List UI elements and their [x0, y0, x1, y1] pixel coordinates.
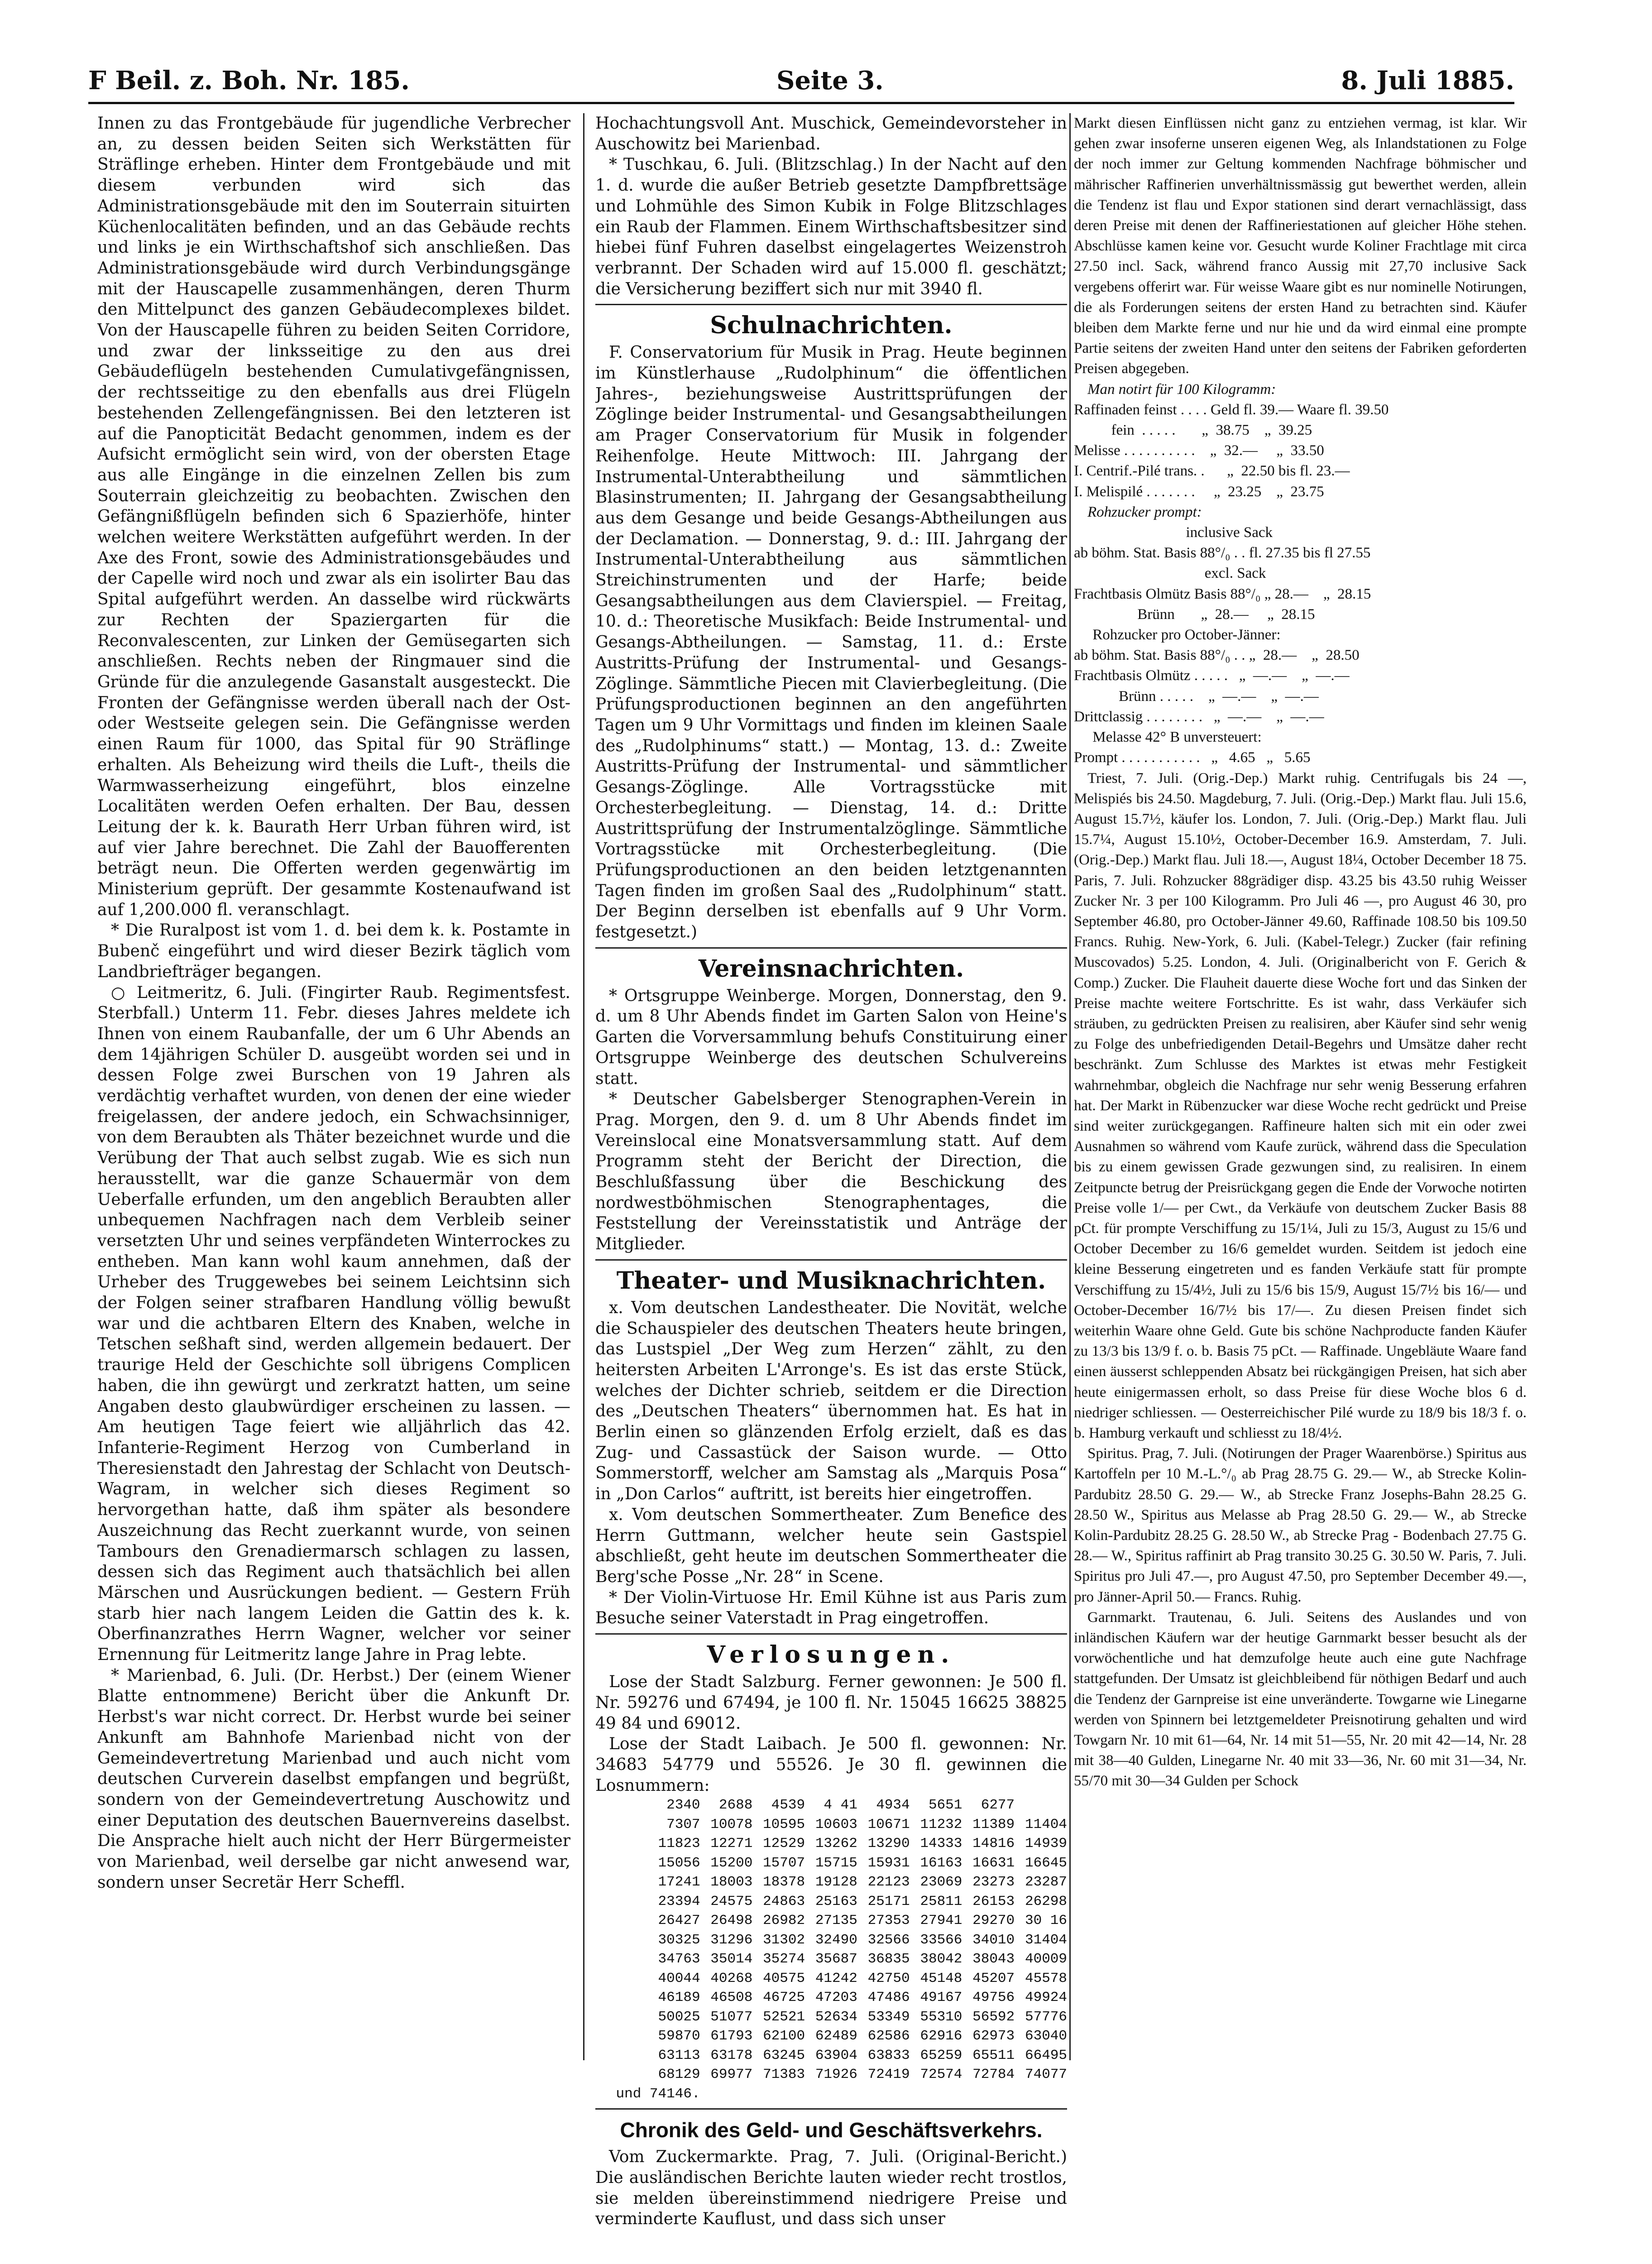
header-date: 8. Juli 1885. — [1341, 66, 1514, 96]
lottery-number: 26982 — [763, 1913, 805, 1929]
lottery-number: 36835 — [867, 1951, 910, 1967]
lottery-number: 12529 — [763, 1836, 805, 1852]
lottery-number: 10671 — [867, 1816, 910, 1832]
lottery-number — [700, 2085, 753, 2104]
article-paragraph: * Marienbad, 6. Juli. (Dr. Herbst.) Der (einem Wiener Blatte entnommene) Bericht über die Ankunft Dr. Herbst's war nicht correct. Dr. Herbst wurde bei seiner Ankunft am Bahnhofe Marienbad nicht von der Gemeindevertretung Marienbad und auch nicht vom deutschen Curverein daselbst empfangen und begrüßt, sondern von der Gemeindevertretung Auschowitz und einer Deputation des deutschen Bauernvereins daselbst. Die Ansprache hielt auch nicht der Herr Bürgermeister von Marienbad, weil derselbe gar nicht anwesend war, sondern unser Secretär Herr Scheffl. — [97, 1666, 570, 1892]
lottery-row — [595, 1854, 1067, 1873]
lottery-number: 6277 — [981, 1797, 1015, 1813]
lottery-number: 23394 — [658, 1893, 700, 1909]
column-1 — [97, 113, 570, 2264]
lottery-number: 15056 — [658, 1855, 700, 1871]
lottery-number: 52521 — [763, 2009, 805, 2025]
article-paragraph: ○ Leitmeritz, 6. Juli. (Fingirter Raub. Regimentsfest. Sterbfall.) Unterm 11. Febr. dieses Jahres meldete ich Ihnen von einem Raubanfalle, der um 6 Uhr Abends an dem 14jährigen Schüler D. ausgeübt worden sei und in dessen Folge zwei Burschen von 19 Jahren als verdächtig verhaftet wurden, von denen der eine wieder freigelassen, der andere jedoch, ein Schwachsinniger, von dem Beraubten als Thäter bezeichnet wurde und die Verübung der That auch selbst zugab. Wie es sich nun herausstellt, war die ganze Schauermär von dem Ueberfalle erfunden, um den angeblich Beraubten aller unbequemen Nachfragen nach dem Verbleib seiner versetzten Uhr und seines verpfändeten Winterrockes zu entheben. Man kann wohl kaum annehmen, daß der Urheber des Truggewebes bei seinem Leichtsinn sich der Folgen seiner strafbaren Handlung völlig bewußt war und die achtbaren Eltern des Knaben, welche in Tetschen seßhaft sind, werden allgemein bedauert. Der traurige Held der Geschichte soll übrigens Complicen haben, die ihn gewürgt und zerkratzt hatten, um seine Angaben desto glaubwürdiger erscheinen zu lassen. — Am heutigen Tage feiert wie alljährlich das 42. Infanterie-Regiment Herzog von Cumberland in Theresienstadt den Jahrestag der Schlacht von Deutsch-Wagram, in welcher sich dieses Regiment so hervorgethan hatte, daß ihm später als besondere Auszeichnung das Recht zuerkannt wurde, von seinen Tambours den Grenadiermarsch schlagen zu lassen, dessen sich das Regiment auch thatsächlich bei allen Märschen und Ausrückungen bedient. — Gestern Früh starb hier nach langem Leiden die Gattin des k. k. Oberfinanzrathes Herrn Wagner, welcher vor seiner Ernennung für Leitmeritz lange Jahre in Prag lebte. — [97, 983, 570, 1664]
lottery-number: 22123 — [867, 1874, 910, 1890]
lottery-number: 27135 — [815, 1913, 857, 1929]
article-paragraph: F. Conservatorium für Musik in Prag. Heute beginnen im Künstlerhause „Rudolphinum“ die öffentlichen Jahres-, beziehungsweise Austrittsprüfungen der Zöglinge beider Instrumental- und Gesangsabtheilungen am Prager Conservatorium für Musik in folgender Reihenfolge. Heute Mittwoch: III. Jahrgang der Instrumental-Unterabtheilung und sämmtlichen Blasinstrumenten; II. Jahrgang der Gesangsabtheilung aus dem Gesange und beide Gesangs-Abtheilungen aus der Declamation. — Donnerstag, 9. d.: III. Jahrgang der Instrumental-Unterabtheilung aus sämmtlichen Streichinstrumenten und der Harfe; beide Gesangsabtheilungen aus dem Clavierspiel. — Freitag, 10. d.: Theoretische Musikfach: Beide Instrumental- und Gesangs-Abtheilungen. — Samstag, 11. d.: Erste Austritts-Prüfung der Instrumental- und Gesangs-Zöglinge. Sämmtliche Piecen mit Clavierbegleitung. (Die Prüfungsproductionen beginnen an den angeführten Tagen um 9 Uhr Vormittags und finden im kleinen Saale des „Rudolphinums“ statt.) — Montag, 13. d.: Zweite Austritts-Prüfung der Instrumental- und sämmtlicher Gesangs-Zöglinge. Alle Vortragsstücke mit Orchesterbegleitung. — Dienstag, 14. d.: Dritte Austrittsprüfung der Instrumentalzöglinge. Sämmtliche Vortragsstücke mit Orchesterbegleitung. (Die Prüfungsproductionen an den beiden letztgenannten Tagen finden im großen Saal des „Rudolphinum“ statt. Der Beginn derselben ist ebenfalls auf 9 Uhr Vorm. festgesetzt.) — [595, 343, 1067, 942]
column-rule — [1069, 113, 1071, 2060]
lottery-number — [857, 2085, 910, 2104]
lottery-number: 52634 — [815, 2009, 857, 2025]
lottery-number: 59870 — [658, 2028, 700, 2044]
lottery-number: 40575 — [763, 1970, 805, 1986]
lottery-number: 32566 — [867, 1932, 910, 1948]
lottery-number: 62489 — [815, 2028, 857, 2044]
lottery-number-table — [595, 1796, 1067, 2104]
lottery-number: 57776 — [1025, 2009, 1067, 2025]
lottery-number: 13262 — [815, 1836, 857, 1852]
lottery-number: 15200 — [710, 1855, 753, 1871]
article-paragraph: Hochachtungsvoll Ant. Muschick, Gemeindevorsteher in Auschowitz bei Marienbad. — [595, 114, 1067, 153]
market-report-paragraph: Markt diesen Einflüssen nicht ganz zu entziehen vermag, ist klar. Wir gehen zwar insoferne unseren eigenen Weg, als Inlandstationen zu Folge der noch immer zur Geltung kommenden Nachfrage böhmischer und mährischer Raffinerien unverhältnissmässig gut bewerthet werden, allein die Tendenz ist flau und Expor stationen sind derart vernachlässigt, dass deren Preise mit denen der Raffineriestationen auf gleicher Höhe stehen. Abschlüsse kamen keine vor. Gesucht wurde Koliner Frachtlage mit circa 27.50 incl. Sack, während franco Aussig mit 27,70 inclusive Sack vergebens offerirt war. Für weisse Waare gibt es nur nominelle Notirungen, die als Forderungen seitens der ersten Hand zu betrachten sind. Käufer bleiben dem Markte ferne und nur hie und da wird einmal eine prompte Partie seitens der zweiten Hand unter den seitens der Fabriken geforderten Preisen abgegeben. — [1074, 115, 1527, 377]
article-paragraph: * Ortsgruppe Weinberge. Morgen, Donnerstag, den 9. d. um 8 Uhr Abends findet im Garten Salon von Heine's Garten die Vorversammlung behufs Constituirung einer Ortsgruppe Weinberge des deutschen Schulvereins statt. — [595, 986, 1067, 1088]
column-rule — [583, 113, 584, 2060]
lottery-number: 15707 — [763, 1855, 805, 1871]
market-report-paragraph: Garnmarkt. Trautenau, 6. Juli. Seitens des Auslandes und von inländischen Käufern war der heutige Garnmarkt besser besucht als der vorwöchentliche und hat demzufolge heute auch eine gute Nachfrage stattgefunden. Der Umsatz ist gleichbleibend für nöthigen Bedarf und auch die Tendenz der Garnpreise ist eine unveränderte. Towgarne wie Linegarne werden von Spinnern bei letztgemeldeter Preisnotirung gehalten und wird Towgarn Nr. 10 mit 61—64, Nr. 14 mit 51—55, Nr. 20 mit 42—14, Nr. 28 mit 38—40 Gulden, Linegarne Nr. 40 mit 33—36, Nr. 60 mit 31—34, Nr. 55/70 mit 30—34 Gulden per Schock — [1074, 1609, 1527, 1789]
lottery-number: 25171 — [867, 1893, 910, 1909]
lottery-number: 24863 — [763, 1893, 805, 1909]
article-paragraph: * Tuschkau, 6. Juli. (Blitzschlag.) In der Nacht auf den 1. d. wurde die außer Betrieb gesetzte Dampfbrettsäge und Lohmühle des Simon Kubik in Folge Blitzschlages ein Raub der Flammen. Einem Wirthschaftsbesitzer sind hiebei fünf Fuhren daselbst eingelagertes Weizenstroh verbrannt. Der Schaden wird auf 15.000 fl. geschätzt; die Versicherung beziffert sich nur mit 3940 fl. — [595, 155, 1067, 298]
lottery-number: 24575 — [710, 1893, 753, 1909]
lottery-row — [595, 1931, 1067, 1950]
lottery-number: 35687 — [815, 1951, 857, 1967]
lottery-number — [1015, 2085, 1067, 2104]
lottery-row — [595, 2046, 1067, 2066]
lottery-number: 62973 — [972, 2028, 1015, 2044]
lottery-number: 13290 — [867, 1836, 910, 1852]
page-header — [88, 66, 1514, 104]
lottery-number: 27353 — [867, 1913, 910, 1929]
lottery-number: 26498 — [710, 1913, 753, 1929]
lottery-number: 65259 — [920, 2047, 962, 2063]
lottery-number: 46725 — [763, 1990, 805, 2006]
price-table-caption: Man notirt für 100 Kilogramm: — [1087, 381, 1276, 398]
lottery-number: 66495 — [1025, 2047, 1067, 2063]
lottery-number: 30 16 — [1025, 1913, 1067, 1929]
lottery-row — [595, 1815, 1067, 1835]
lottery-number — [752, 2085, 805, 2104]
lottery-number: 63833 — [867, 2047, 910, 2063]
lottery-number: 68129 — [658, 2067, 700, 2083]
lottery-number: 32490 — [815, 1932, 857, 1948]
lottery-row — [595, 1969, 1067, 1989]
article-paragraph: x. Vom deutschen Sommertheater. Zum Benefice des Herrn Guttmann, welcher heute sein Gastspiel abschließt, geht heute im deutschen Sommertheater die Berg'sche Posse „Nr. 28“ in Scene. — [595, 1505, 1067, 1586]
lottery-number: 63040 — [1025, 2028, 1067, 2044]
lottery-number: 62100 — [763, 2028, 805, 2044]
lottery-number: 46508 — [710, 1990, 753, 2006]
lottery-number: 18378 — [763, 1874, 805, 1890]
section-divider — [595, 1259, 1067, 1261]
lottery-number: 46189 — [658, 1990, 700, 2006]
section-divider — [595, 2108, 1067, 2110]
section-heading-schul: Schulnachrichten. — [710, 312, 953, 340]
lottery-number: 71383 — [763, 2067, 805, 2083]
lottery-row — [595, 2065, 1067, 2085]
lottery-number: 10603 — [815, 1816, 857, 1832]
lottery-number: 74077 — [1025, 2067, 1067, 2083]
article-paragraph: * Der Violin-Virtuose Hr. Emil Kühne ist aus Paris zum Besuche seiner Vaterstadt in Prag eingetroffen. — [595, 1588, 1067, 1628]
lottery-number: 26298 — [1025, 1893, 1067, 1909]
market-report-paragraph: Triest, 7. Juli. (Orig.-Dep.) Markt ruhig. Centrifugals bis 24 —, Melispiés bis 24.50. Magdeburg, 7. Juli. (Orig.-Dep.) Markt flau. Juli 15.6, August 15.7½, käufer los. London, 7. Juli. (Orig.-Dep.) Markt flau. Juli 15.7¼, August 15.10½, October-December 16.9. Amsterdam, 7. Juli. (Orig.-Dep.) Markt flau. Juli 18.—, August 18¼, October December 18 75. Paris, 7. Juli. Rohzucker 88grädiger disp. 43.25 bis 43.50 ruhig Weisser Zucker Nr. 3 per 100 Kilogramm. Pro Juli 46 —, pro August 46 30, pro September 46.80, pro October-Jänner 49.60, Raffinade 108.50 bis 109.50 Francs. Ruhig. New-York, 6. Juli. (Kabel-Telegr.) Zucker (fair refining Muscovados) 5.25. London, 4. Juli. (Originalbericht von F. Gerich & Comp.) Zucker. Die Flauheit dauerte diese Woche fort und das Sinken der Preise machte weitere Fortschritte. Es ist wahr, dass Verkäufer sich sträuben, zu gedrückten Preisen zu realisiren, aber Käufer sind sehr wenig zu Folge des unbefriedigenden Detail-Begehrs und Umsätze daher recht beschränkt. Zum Schlusse des Marktes ist etwas mehr Festigkeit wahrnehmbar, obgleich die Nachfrage nur sehr wenig Besserung erfahren hat. Der Markt in Rübenzucker war diese Woche recht gedrückt und Preise sind weiter zurückgegangen. Raffineure halten sich mit ein oder zwei Ausnahmen so während vom Kaufe zurück, während dass die Speculation bis zu einem gewissen Grade gezwungen sind, zu realisiren. In einem Zeitpuncte betrug der Preisrückgang gegen die Ende der Vorwoche notirten Preise volle 1/— per Cwt., da Verkäufe von deutschem Zucker Basis 88 pCt. für prompte Verschiffung zu 15/1¼, Juli zu 15/3, August zu 15/6 und October December zu 16/6 gemeldet wurden. Seitdem ist jedoch eine kleine Besserung eingetreten und es fanden Verkäufe statt für prompte Verschiffung zu 15/4½, Juli zu 15/6 bis 15/9, August 15/7½ bis 16/— und October-December 16/7½ bis 17/—. Zu diesen Preisen findet sich weiterhin Waare ohne Geld. Gute bis schöne Nachproducte fanden Käufer zu 13/3 bis 13/9 f. o. b. Basis 75 pCt. — Raffinade. Ungebläute Waare fand einen äusserst schleppenden Absatz bei rückgängigen Preisen, hat sich aber heute einigermassen erholt, so dass Preise für diese Woche blos 6 d. niedriger schliessen. — Oesterreichischer Pilé wurde zu 18/9 bis 18/3 f. o. b. Hamburg verkauft und schliesst zu 18/4½. — [1074, 770, 1527, 1441]
lottery-number: 10595 — [763, 1816, 805, 1832]
lottery-number: 18003 — [710, 1874, 753, 1890]
lottery-number: 7307 — [666, 1816, 700, 1832]
lottery-number: 11389 — [972, 1816, 1015, 1832]
lottery-number: 11404 — [1025, 1816, 1067, 1832]
lottery-number: 2340 — [666, 1797, 700, 1813]
section-divider — [595, 947, 1067, 949]
lottery-number: 62586 — [867, 2028, 910, 2044]
lottery-number: 72784 — [972, 2067, 1015, 2083]
lottery-number: 45207 — [972, 1970, 1015, 1986]
lottery-number: 19128 — [815, 1874, 857, 1890]
lottery-number: 16163 — [920, 1855, 962, 1871]
lottery-number: 49924 — [1025, 1990, 1067, 2006]
market-report-paragraph: Spiritus. Prag, 7. Juli. (Notirungen der Prager Waarenbörse.) Spiritus aus Kartoffeln per 10 M.-L.°/₀ ab Prag 28.75 G. 29.— W., ab Strecke Kolin-Pardubitz 28.50 G. 29.— W., ab Strecke Franz Josephs-Bahn 28.25 G. 28.50 W., Spiritus aus Melasse ab Prag 28.50 G. 29.— W., ab Strecke Kolin-Pardubitz 28.25 G. 28.50 W., ab Strecke Prag - Bodenbach 27.75 G. 28.— W., Spiritus raffinirt ab Prag transito 30.25 G. 30.50 W. Paris, 7. Juli. Spiritus pro Juli 47.—, pro August 47.50, pro September December 49.—, pro Jänner-April 50.— Francs. Ruhig. — [1074, 1445, 1527, 1605]
lottery-row — [595, 2085, 1067, 2104]
lottery-number: 38042 — [920, 1951, 962, 1967]
article-paragraph: Lose der Stadt Salzburg. Ferner gewonnen: Je 500 fl. Nr. 59276 und 67494, je 100 fl. Nr. 15045 16625 38825 49 84 und 69012. — [595, 1673, 1067, 1733]
lottery-number: 34763 — [658, 1951, 700, 1967]
lottery-number: 15715 — [815, 1855, 857, 1871]
lottery-number: 11823 — [658, 1836, 700, 1852]
lottery-number: 38043 — [972, 1951, 1015, 1967]
section-divider — [595, 304, 1067, 305]
section-heading-chronik: Chronik des Geld- und Geschäftsverkehrs. — [620, 2118, 1043, 2142]
lottery-number: 49756 — [972, 1990, 1015, 2006]
sugar-price-table — [1074, 400, 1527, 502]
lottery-number: 26427 — [658, 1913, 700, 1929]
lottery-number: 72574 — [920, 2067, 962, 2083]
lottery-number: 35274 — [763, 1951, 805, 1967]
lottery-number: 45148 — [920, 1970, 962, 1986]
column-3 — [1074, 113, 1527, 2264]
header-page-number: Seite 3. — [776, 66, 884, 96]
lottery-number: 56592 — [972, 2009, 1015, 2025]
lottery-number: 53349 — [867, 2009, 910, 2025]
lottery-number: 30325 — [658, 1932, 700, 1948]
lottery-number: 15931 — [867, 1855, 910, 1871]
article-paragraph: Lose der Stadt Laibach. Je 500 fl. gewonnen: Nr. 34683 54779 und 55526. Je 30 fl. gewinnen die Losnummern: — [595, 1735, 1067, 1795]
lottery-number: 16631 — [972, 1855, 1015, 1871]
lottery-number: 27941 — [920, 1913, 962, 1929]
lottery-number: 23273 — [972, 1874, 1015, 1890]
lottery-number: 71926 — [815, 2067, 857, 2083]
price-lines: Raffinaden feinst . . . . Geld fl. 39.— Waare fl. 39.50 fein . . . . . „ 38.75 „ 39.25 Melisse . . . . . . . . . . „ 32.— „ 33.50 I. Centrif.-Pilé trans. . „ 22.50 bis fl. 23.— I. Melispilé . . . . . . . „ 23.25 „ 23.75 — [1074, 401, 1389, 500]
lottery-number: 4 41 — [824, 1797, 857, 1813]
lottery-row — [595, 1911, 1067, 1931]
lottery-number — [805, 2085, 857, 2104]
lottery-number: 41242 — [815, 1970, 857, 1986]
article-paragraph: Vom Zuckermarkte. Prag, 7. Juli. (Original-Bericht.) Die ausländischen Berichte lauten wieder recht trostlos, sie melden übereinstimmend niedrigere Preise und verminderte Kauflust, und dass sich unser — [595, 2148, 1067, 2229]
lottery-number: 55310 — [920, 2009, 962, 2025]
lottery-number: 47486 — [867, 1990, 910, 2006]
article-paragraph: Innen zu das Frontgebäude für jugendliche Verbrecher an, zu dessen beiden Seiten sich Werkstätten für Sträflinge erheben. Hinter dem Frontgebäude und mit diesem verbunden wird sich das Administrationsgebäude mit den im Souterrain situirten Küchenlocalitäten befinden, und an das Gebäude rechts und links je ein Wirthschaftshof sich anschließen. Das Administrationsgebäude wird durch Verbindungsgänge mit der Hauscapelle zusammenhängen, deren Thurm den Mittelpunct des ganzen Gebäudecomplexes bildet. Von der Hauscapelle führen zu beiden Seiten Corridore, und zwar der linksseitige zu den aus drei Gebäudeflügeln bestehenden Cumulativgefängnissen, der rechtsseitige zu den ebenfalls aus drei Flügeln bestehenden Zellengefängnissen. Bei den letzteren ist auf die Panopticität Bedacht genommen, indem es der Aufsicht ermöglicht sein wird, von der obersten Etage aus alle Eingänge in die einzelnen Zellen bis zum Souterrain gleichzeitig zu beobachten. Zwischen den Gefängnißflügeln befinden sich 6 Spazierhöfe, hinter welchen weitere Werkstätten aufgeführt werden. In der Axe des Front, sowie des Administrationsgebäudes und der Capelle wird noch und zwar als ein isolirter Bau das Spital aufgeführt werden. An dasselbe wird rückwärts zur Rechten der Spaziergarten für die Reconvalescenten, zur Linken der Gemüsegarten sich anschließen. Rechts neben der Ringmauer sind die Gründe für die anzulegende Gasanstalt ausgesteckt. Die Fronten der Gefängnisse werden überall nach der Ost- oder Westseite gelegen sein. Die Gefängnisse werden einen Raum für 1000, das Spital für 90 Sträflinge erhalten. Als Beheizung wird theils die Luft-, theils die Warmwasserheizung eingeführt, blos einzelne Localitäten werden Oefen erhalten. Der Bau, dessen Leitung der k. k. Baurath Herr Urban führen wird, ist auf vier Jahre berechnet. Die Zahl der Bauofferenten beträgt neun. Die Offerten werden gegenwärtig im Ministerium geprüft. Der gesammte Kostenaufwand ist auf 1,200.000 fl. veranschlagt. — [97, 114, 570, 919]
lottery-number: 49167 — [920, 1990, 962, 2006]
lottery-number: 72419 — [867, 2067, 910, 2083]
lottery-number: 34010 — [972, 1932, 1015, 1948]
section-heading-verlosungen: Verlosungen. — [707, 1641, 956, 1669]
column-2 — [595, 113, 1067, 2264]
price-lines: inclusive Sack ab böhm. Stat. Basis 88°/₀ . . fl. 27.35 bis fl 27.55 excl. Sack Frachtbasis Olmütz Basis 88°/₀ „ 28.— „ 28.15 Brünn „ 28.— „ 28.15 Rohzucker pro October-Jänner: ab böhm. Stat. Basis 88°/₀ . . „ 28.— „ 28.50 Frachtbasis Olmütz . . . . . „ —.— „ —.— Brünn . . . . . „ —.— „ —.— Drittclassig . . . . . . . . „ —.— „ —.— Melasse 42° B unversteuert: Prompt . . . . . . . . . . . „ 4.65 „ 5.65 — [1074, 524, 1371, 766]
lottery-number: 63904 — [815, 2047, 857, 2063]
lottery-number — [962, 2085, 1015, 2104]
lottery-row — [595, 2027, 1067, 2046]
section-divider — [595, 1633, 1067, 1635]
lottery-number: 23069 — [920, 1874, 962, 1890]
lottery-number: 2688 — [718, 1797, 753, 1813]
lottery-number: 29270 — [972, 1913, 1015, 1929]
lottery-number: 63178 — [710, 2047, 753, 2063]
lottery-number: 23287 — [1025, 1874, 1067, 1890]
lottery-number: 4539 — [771, 1797, 805, 1813]
lottery-number — [910, 2085, 962, 2104]
lottery-row — [595, 1950, 1067, 1969]
lottery-row — [595, 1988, 1067, 2008]
lottery-number: 63245 — [763, 2047, 805, 2063]
lottery-number: 14816 — [972, 1836, 1015, 1852]
lottery-row — [595, 1892, 1067, 1912]
lottery-number: 25811 — [920, 1893, 962, 1909]
lottery-number: 26153 — [972, 1893, 1015, 1909]
header-issue: F Beil. z. Boh. Nr. 185. — [88, 66, 410, 96]
lottery-row — [595, 1834, 1067, 1854]
raw-sugar-price-table — [1074, 523, 1527, 768]
lottery-number: 12271 — [710, 1836, 753, 1852]
lottery-number: und 74146. — [616, 2086, 700, 2102]
lottery-number: 25163 — [815, 1893, 857, 1909]
lottery-number: 50025 — [658, 2009, 700, 2025]
lottery-number: 16645 — [1025, 1855, 1067, 1871]
section-heading-theater: Theater- und Musiknachrichten. — [616, 1266, 1046, 1295]
article-paragraph: * Deutscher Gabelsberger Stenographen-Verein in Prag. Morgen, den 9. d. um 8 Uhr Abends findet im Vereinslocal eine Monatsversammlung statt. Auf dem Programm steht der Bericht der Direction, die Beschlußfassung über die Beschickung des nordwestböhmischen Stenographentages, die Feststellung der Vereinsstatistik und Anträge der Mitglieder. — [595, 1090, 1067, 1254]
lottery-number: 14333 — [920, 1836, 962, 1852]
lottery-number: 40044 — [658, 1970, 700, 1986]
article-paragraph: * Die Ruralpost ist vom 1. d. bei dem k. k. Postamte in Bubenč eingeführt und wird dieser Bezirk täglich vom Landbriefträger begangen. — [97, 921, 570, 981]
lottery-number: 10078 — [710, 1816, 753, 1832]
lottery-number: 45578 — [1025, 1970, 1067, 1986]
lottery-number: 61793 — [710, 2028, 753, 2044]
lottery-number: 17241 — [658, 1874, 700, 1890]
lottery-number: 14939 — [1025, 1836, 1067, 1852]
lottery-number: 63113 — [658, 2047, 700, 2063]
lottery-number: 69977 — [710, 2067, 753, 2083]
lottery-number: 42750 — [867, 1970, 910, 1986]
lottery-number: 35014 — [710, 1951, 753, 1967]
lottery-number: 5651 — [928, 1797, 962, 1813]
section-heading-verein: Vereinsnachrichten. — [698, 955, 964, 983]
lottery-number: 40268 — [710, 1970, 753, 1986]
article-paragraph: x. Vom deutschen Landestheater. Die Novität, welche die Schauspieler des deutschen Theaters heute bringen, das Lustspiel „Der Weg zum Herzen“ zählt, zu den heitersten Arbeiten L'Arronge's. Es ist das erste Stück, welches der Dichter schrieb, seitdem er die Direction des „Deutschen Theaters“ übernommen hat. Es hat in Berlin einen so glänzenden Erfolg erzielt, daß es das Zug- und Cassastück der Saison wurde. — Otto Sommerstorff, welcher am Samstag als „Marquis Posa“ in „Don Carlos“ auftritt, ist bereits hier eingetroffen. — [595, 1298, 1067, 1504]
lottery-row — [595, 2008, 1067, 2027]
lottery-row — [595, 1796, 1067, 1815]
lottery-number: 51077 — [710, 2009, 753, 2025]
lottery-number: 62916 — [920, 2028, 962, 2044]
lottery-number: 11232 — [920, 1816, 962, 1832]
lottery-number: 4934 — [876, 1797, 910, 1813]
lottery-number: 47203 — [815, 1990, 857, 2006]
lottery-number: 40009 — [1025, 1951, 1067, 1967]
lottery-number: 31302 — [763, 1932, 805, 1948]
lottery-number: 31404 — [1025, 1932, 1067, 1948]
lottery-number: 33566 — [920, 1932, 962, 1948]
price-table-caption: Rohzucker prompt: — [1087, 504, 1202, 520]
lottery-number: 65511 — [972, 2047, 1015, 2063]
lottery-row — [595, 1873, 1067, 1892]
lottery-number: 31296 — [710, 1932, 753, 1948]
